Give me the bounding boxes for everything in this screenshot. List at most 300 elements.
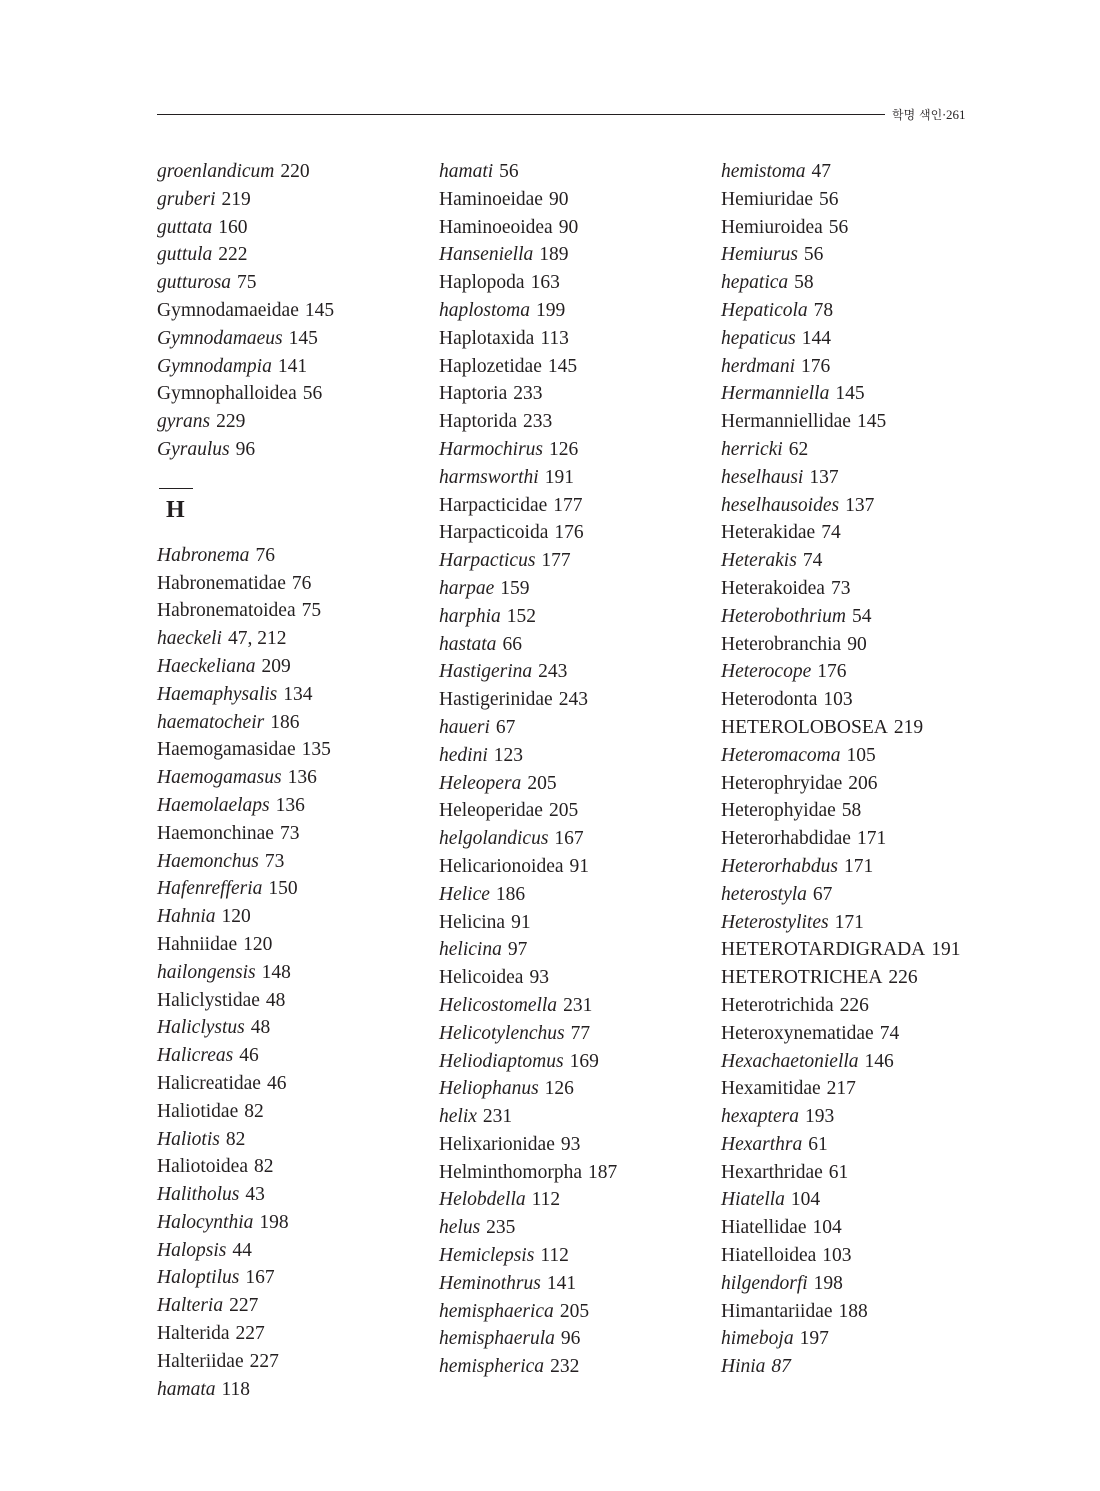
index-entry [721,853,1001,881]
index-entry [721,158,1001,186]
entry-term: Halicreatidae [157,1072,261,1094]
entry-term: hemisphaerula [439,1328,555,1350]
entry-page-refs: 167 [554,828,584,850]
entry-page-refs: 76 [291,572,312,594]
entry-term: Himantariidae [721,1300,833,1322]
entry-term: Hepaticola [721,299,808,321]
entry-term: helix [439,1106,477,1128]
entry-term: Heteroxynematidae [721,1022,874,1044]
entry-term: Hiatelloidea [721,1245,817,1267]
entry-term: Helicarionoidea [439,855,564,877]
index-entry [439,686,719,714]
entry-page-refs: 43 [245,1184,265,1206]
running-head-title: 학명 색인 [892,108,943,122]
entry-term: Haliclystus [157,1017,245,1039]
index-entry [439,1186,719,1214]
index-entry [439,575,719,603]
entry-page-refs: 90 [847,633,867,655]
index-entry [157,597,437,625]
index-entry [157,709,437,737]
index-entry [721,1270,1001,1298]
index-entry [721,241,1001,269]
entry-term: hedini [439,744,488,766]
index-entry [157,1153,437,1181]
entry-term: Gymnodamaeus [157,327,283,349]
index-entry [157,1042,437,1070]
entry-term: Hexachaetoniella [721,1050,859,1072]
entry-term: HETEROLOBOSEA [721,716,888,738]
entry-page-refs: 191 [931,939,961,961]
index-entry [157,1292,437,1320]
running-head [892,106,966,123]
entry-term: hepatica [721,272,789,294]
entry-page-refs: 74 [879,1022,900,1044]
entry-term: gyrans [157,411,211,433]
index-entry [721,353,1001,381]
entry-page-refs: 56 [819,188,839,210]
entry-page-refs: 120 [243,933,273,955]
entry-page-refs: 167 [245,1267,275,1289]
index-entry [157,570,437,598]
entry-term: Hafenrefferia [157,878,263,900]
entry-term: haematocheir [157,711,265,733]
index-entry [439,1353,719,1381]
entry-page-refs: 227 [249,1350,279,1372]
index-entry [721,1020,1001,1048]
index-entry [157,736,437,764]
index-entry [439,964,719,992]
index-entry [439,658,719,686]
entry-term: Hexarthridae [721,1161,823,1183]
entry-term: Gymnophalloidea [157,383,297,405]
page-number: 261 [946,107,966,122]
entry-term: Haliclystidae [157,989,260,1011]
index-entry [157,269,437,297]
entry-page-refs: 229 [216,411,246,433]
entry-page-refs: 171 [844,855,874,877]
index-entry [439,1270,719,1298]
entry-term: gutturosa [157,272,232,294]
index-entry [157,186,437,214]
index-entry [721,1103,1001,1131]
entry-term: hastata [439,633,497,655]
entry-page-refs: 112 [531,1189,561,1211]
index-entry [157,764,437,792]
entry-page-refs: 186 [495,883,526,905]
entry-page-refs: 163 [530,272,560,294]
entry-term: Heterorhabdus [721,855,838,877]
entry-term: Hahnia [157,906,216,928]
entry-term: Hanseniella [439,244,534,266]
entry-term: Helice [439,883,490,905]
entry-term: Helicina [439,911,506,933]
entry-page-refs: 137 [809,466,839,488]
entry-page-refs: 226 [839,994,869,1016]
entry-page-refs: 191 [544,466,574,488]
entry-page-refs: 197 [799,1328,829,1350]
index-entry [157,1209,437,1237]
index-entry [439,158,719,186]
entry-page-refs: 243 [538,661,568,683]
entry-page-refs: 145 [835,383,865,405]
entry-page-refs: 159 [500,577,530,599]
entry-page-refs: 58 [794,272,814,294]
entry-page-refs: 54 [851,605,872,627]
running-head-separator: · [942,108,947,122]
entry-term: Haminoeoidea [439,216,553,238]
entry-term: Heterorhabdidae [721,828,851,850]
index-entry [157,625,437,653]
entry-term: Heterotrichida [721,994,834,1016]
entry-page-refs: 160 [218,216,248,238]
entry-term: Haliotoidea [157,1156,248,1178]
index-entry [157,1014,437,1042]
entry-page-refs: 227 [235,1323,265,1345]
entry-page-refs: 144 [801,327,831,349]
entry-term: Gymnodamaeidae [157,299,299,321]
entry-term: Haplotaxida [439,327,535,349]
entry-page-refs: 136 [287,767,317,789]
entry-term: Heleoperidae [439,800,543,822]
entry-term: haeckeli [157,628,222,650]
entry-page-refs: 171 [856,828,887,850]
entry-page-refs: 233 [522,411,553,433]
entry-page-refs: 77 [570,1022,591,1044]
entry-term: Hiatellidae [721,1217,807,1239]
index-entry [721,408,1001,436]
index-entry [439,1298,719,1326]
index-entry [157,1237,437,1265]
entry-page-refs: 91 [569,855,590,877]
entry-term: Hemiuridae [721,188,814,210]
entry-page-refs: 231 [482,1106,513,1128]
entry-term: hamata [157,1378,216,1400]
entry-page-refs: 56 [803,244,824,266]
entry-term: hepaticus [721,327,796,349]
entry-term: Helminthomorpha [439,1161,582,1183]
index-entry [157,1098,437,1126]
index-entry [439,464,719,492]
index-entry [721,936,1001,964]
index-entry [721,742,1001,770]
entry-page-refs: 148 [261,961,291,983]
entry-page-refs: 177 [541,550,571,572]
entry-term: Halitholus [157,1184,240,1206]
entry-page-refs: 123 [493,744,523,766]
entry-term: Haemogamasus [157,767,282,789]
entry-page-refs: 75 [301,600,322,622]
entry-page-refs: 169 [569,1050,599,1072]
index-entry [439,631,719,659]
entry-page-refs: 82 [244,1100,264,1122]
entry-term: Haemogamasidae [157,739,296,761]
index-entry [157,1376,437,1404]
entry-term: Helobdella [439,1189,526,1211]
index-entry [439,436,719,464]
entry-term: Hemiurus [721,244,798,266]
index-entry [157,1320,437,1348]
index-entry [721,714,1001,742]
index-entry [439,492,719,520]
entry-page-refs: 145 [547,355,578,377]
entry-term: Habronematidae [157,572,286,594]
index-entry [721,547,1001,575]
entry-page-refs: 62 [788,438,809,460]
index-entry [721,770,1001,798]
entry-page-refs: 209 [261,655,291,677]
entry-term: Helicostomella [439,994,558,1016]
entry-term: Heterophryidae [721,772,843,794]
entry-term: Halterida [157,1323,230,1345]
entry-page-refs: 87 [771,1356,791,1378]
index-entry [721,297,1001,325]
entry-page-refs: 231 [563,994,593,1016]
entry-page-refs: 66 [502,633,522,655]
index-entry [157,297,437,325]
index-entry [439,380,719,408]
index-entry [157,1126,437,1154]
entry-term: Hinia [721,1356,766,1378]
entry-page-refs: 189 [539,244,569,266]
entry-term: Hermanniella [721,383,830,405]
entry-page-refs: 82 [253,1156,274,1178]
entry-page-refs: 243 [558,689,588,711]
index-entry [157,214,437,242]
index-entry [721,1159,1001,1187]
entry-term: helgolandicus [439,828,549,850]
entry-page-refs: 219 [221,188,251,210]
index-entry [721,603,1001,631]
entries-g [157,158,437,464]
entry-term: Haemaphysalis [157,683,278,705]
entry-page-refs: 44 [232,1239,252,1261]
index-column-2 [439,158,719,1381]
index-entry [721,1353,1001,1381]
index-entry [439,770,719,798]
entry-page-refs: 118 [221,1378,251,1400]
entry-term: hemispherica [439,1356,545,1378]
entry-page-refs: 103 [823,689,853,711]
entry-term: Harpacticidae [439,494,548,516]
index-entry [439,547,719,575]
index-entry [721,380,1001,408]
entry-term: Heterobranchia [721,633,842,655]
index-entry [157,931,437,959]
section-letter: H [166,496,185,523]
entry-term: haplostoma [439,299,531,321]
entry-page-refs: 97 [507,939,528,961]
index-entry [439,1103,719,1131]
entry-page-refs: 104 [790,1189,821,1211]
index-entry [721,269,1001,297]
entry-page-refs: 126 [549,438,579,460]
entry-page-refs: 74 [821,522,841,544]
index-entry [721,825,1001,853]
entry-page-refs: 219 [893,716,924,738]
entry-term: haueri [439,716,490,738]
index-entry [721,436,1001,464]
index-entry [721,797,1001,825]
index-entry [439,1131,719,1159]
entry-page-refs: 135 [301,739,331,761]
entry-term: Hiatella [721,1189,785,1211]
header-rule [157,114,885,115]
index-entry [157,380,437,408]
entry-page-refs: 205 [527,772,557,794]
entries-h [157,542,437,1404]
entry-term: Heterodonta [721,689,818,711]
index-entry [439,1325,719,1353]
entry-term: Heterakoidea [721,577,825,599]
entry-term: harpae [439,577,495,599]
index-entry [157,542,437,570]
entry-page-refs: 61 [808,1133,828,1155]
entry-page-refs: 58 [841,800,862,822]
entry-term: Heliodiaptomus [439,1050,564,1072]
entry-term: harmsworthi [439,466,539,488]
index-entry [157,436,437,464]
entry-term: heterostyla [721,883,807,905]
entry-term: Heminothrus [439,1272,541,1294]
entry-term: himeboja [721,1328,794,1350]
entry-page-refs: 47, 212 [227,628,287,650]
index-entry [157,820,437,848]
entry-page-refs: 46 [266,1072,287,1094]
index-entry [157,1181,437,1209]
entry-page-refs: 205 [559,1300,590,1322]
entry-term: Heterobothrium [721,605,846,627]
entry-page-refs: 56 [828,216,849,238]
index-entry [721,686,1001,714]
index-entry [439,881,719,909]
entry-term: Haliotidae [157,1100,239,1122]
entry-term: Haminoeidae [439,188,543,210]
index-entry [157,792,437,820]
index-entry [439,1242,719,1270]
index-entry [721,992,1001,1020]
entry-page-refs: 232 [550,1356,580,1378]
entry-term: Halteria [157,1295,224,1317]
index-entry [157,875,437,903]
index-entry [439,269,719,297]
entry-term: herricki [721,438,783,460]
entry-term: Habronematoidea [157,600,296,622]
entry-page-refs: 82 [225,1128,246,1150]
entry-term: Heliophanus [439,1078,539,1100]
entry-term: Helicoidea [439,967,524,989]
index-entry [721,658,1001,686]
index-entry [157,848,437,876]
index-entry [157,1264,437,1292]
index-entry [721,909,1001,937]
entry-page-refs: 120 [221,906,251,928]
section-heading [157,464,437,542]
entry-term: Habronema [157,544,250,566]
entry-page-refs: 233 [513,383,543,405]
entry-term: Gyraulus [157,438,230,460]
entry-term: Haemonchinae [157,822,274,844]
entry-term: heselhausoides [721,494,840,516]
index-entry [439,519,719,547]
entry-page-refs: 56 [302,383,323,405]
entry-page-refs: 90 [558,216,579,238]
index-entry [721,492,1001,520]
entry-page-refs: 56 [499,161,519,182]
entry-term: Heteromacoma [721,744,841,766]
entry-term: Halopsis [157,1239,227,1261]
entry-page-refs: 222 [218,244,248,266]
index-entry [439,214,719,242]
index-entry [439,1048,719,1076]
index-entry [439,408,719,436]
entry-term: hamati [439,161,494,182]
entry-page-refs: 199 [536,299,566,321]
entry-term: Haplopoda [439,272,525,294]
index-entry [439,325,719,353]
entry-term: guttata [157,216,213,238]
index-column-3 [721,158,1001,1381]
index-entry [439,825,719,853]
entry-page-refs: 105 [846,744,876,766]
entry-term: hilgendorfi [721,1272,808,1294]
index-entry [157,325,437,353]
index-entry [439,186,719,214]
entry-page-refs: 67 [812,883,833,905]
index-entry [157,1070,437,1098]
entry-page-refs: 235 [486,1217,516,1239]
entry-term: Hastigerinidae [439,689,553,711]
entry-page-refs: 186 [270,711,300,733]
index-entry [439,1020,719,1048]
entry-page-refs: 93 [529,967,549,989]
entry-page-refs: 217 [826,1078,856,1100]
entry-term: Heterostylites [721,911,829,933]
entry-term: Hexamitidae [721,1078,821,1100]
entry-term: Hemiuroidea [721,216,823,238]
entry-term: Helixarionidae [439,1133,555,1155]
entry-page-refs: 198 [813,1272,843,1294]
entry-page-refs: 48 [265,989,286,1011]
entry-term: Harpacticoida [439,522,549,544]
entry-page-refs: 47 [811,161,831,182]
index-entry [439,353,719,381]
entry-term: herdmani [721,355,796,377]
entry-term: helicina [439,939,502,961]
entry-page-refs: 61 [828,1161,849,1183]
entry-page-refs: 76 [255,544,275,566]
entry-term: Hermanniellidae [721,411,851,433]
entry-page-refs: 187 [587,1161,618,1183]
entry-page-refs: 220 [280,161,310,182]
section-heading-rule [159,488,193,489]
index-entry [157,681,437,709]
index-column-1 [157,158,437,1403]
entry-term: Halocynthia [157,1211,254,1233]
index-entry [157,353,437,381]
index-entry [157,653,437,681]
entry-page-refs: 78 [813,299,834,321]
index-entry [721,1131,1001,1159]
entry-term: Hemiclepsis [439,1245,535,1267]
index-entry [439,909,719,937]
entry-term: Haliotis [157,1128,220,1150]
entry-term: Gymnodampia [157,355,272,377]
entry-term: Haptorida [439,411,517,433]
entry-page-refs: 96 [235,438,256,460]
entry-page-refs: 136 [275,794,305,816]
entry-page-refs: 48 [250,1017,271,1039]
index-entry [439,742,719,770]
